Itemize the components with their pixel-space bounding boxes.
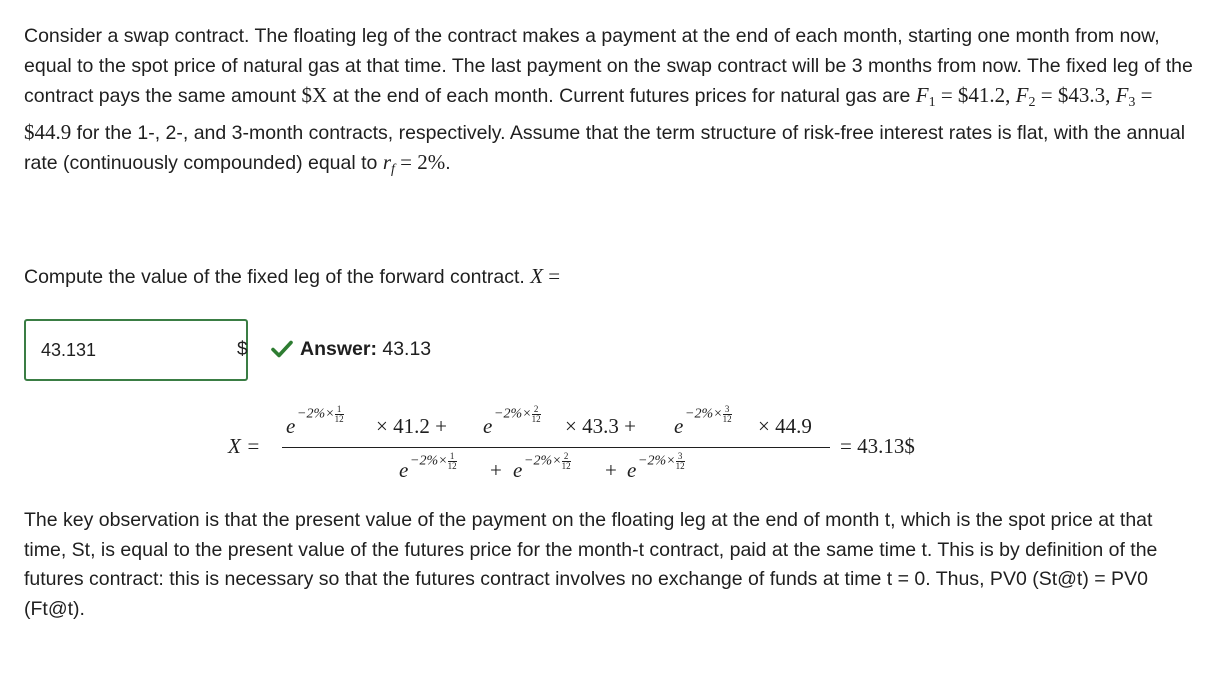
formula-result: = 43.13$ xyxy=(840,434,915,458)
fraction-bar xyxy=(282,447,830,448)
answer-row xyxy=(24,319,724,379)
f1-symbol: F xyxy=(915,83,929,107)
question-text: Compute the value of the fixed leg of the forward contract. X = xyxy=(24,264,561,288)
correct-answer: Answer: 43.13 xyxy=(300,338,432,360)
f3-symbol: F xyxy=(1115,83,1129,107)
explanation-text: The key observation is that the present value of the payment on the floating leg at the end of month t, which is the spot price at that time, St, is equal to the present value of the futures price for the month-t contract, paid at the same time t. This is by definition of the futures contract: this is necessary so that the futures contract involves no exchange of funds at time t = 0. Thus, PV0 (St@t) = PV0 (Ft@t). xyxy=(24,509,1158,620)
formula-lhs: X = xyxy=(228,434,261,458)
rf-symbol: r xyxy=(382,150,391,174)
checkmark-icon xyxy=(270,339,294,364)
answer-input[interactable] xyxy=(24,319,248,381)
solution-formula: X = e −2%× $\frac{1}{12}$ × 41.2 + e −2%× $\frac{2}{12}$ × 43.3 + e −2%× $\frac{3}{12}$ × 44.9 e −2%× $\frac{1}{12}$ + e −2%× $\frac{2}{12}$ + e −2%× $\frac{3}{12}$ = 43.13$ xyxy=(228,404,915,482)
problem-statement: Consider a swap contract. The floating leg of the contract makes a payment at the end of each month, starting one month from now, equal to the spot price of natural gas at that time. The last payment on the swap contract will be 3 months from now. The fixed leg of the contract pays the same amount $X at the end of each month. Current futures prices for natural gas are $F_1$ = $41.2, $F_2$ = $43.3, $F_3$ = $44.9 for the 1-, 2-, and 3-month contracts, respectively. Assume that the term structure of risk-free interest rates is flat, with the annual rate (continuously compounded) equal to $r_f = 2\%$. xyxy=(24,25,1193,177)
unit-label: $ xyxy=(237,339,248,360)
fixed-amount-symbol: $X xyxy=(301,83,328,107)
f2-symbol: F xyxy=(1015,83,1029,107)
